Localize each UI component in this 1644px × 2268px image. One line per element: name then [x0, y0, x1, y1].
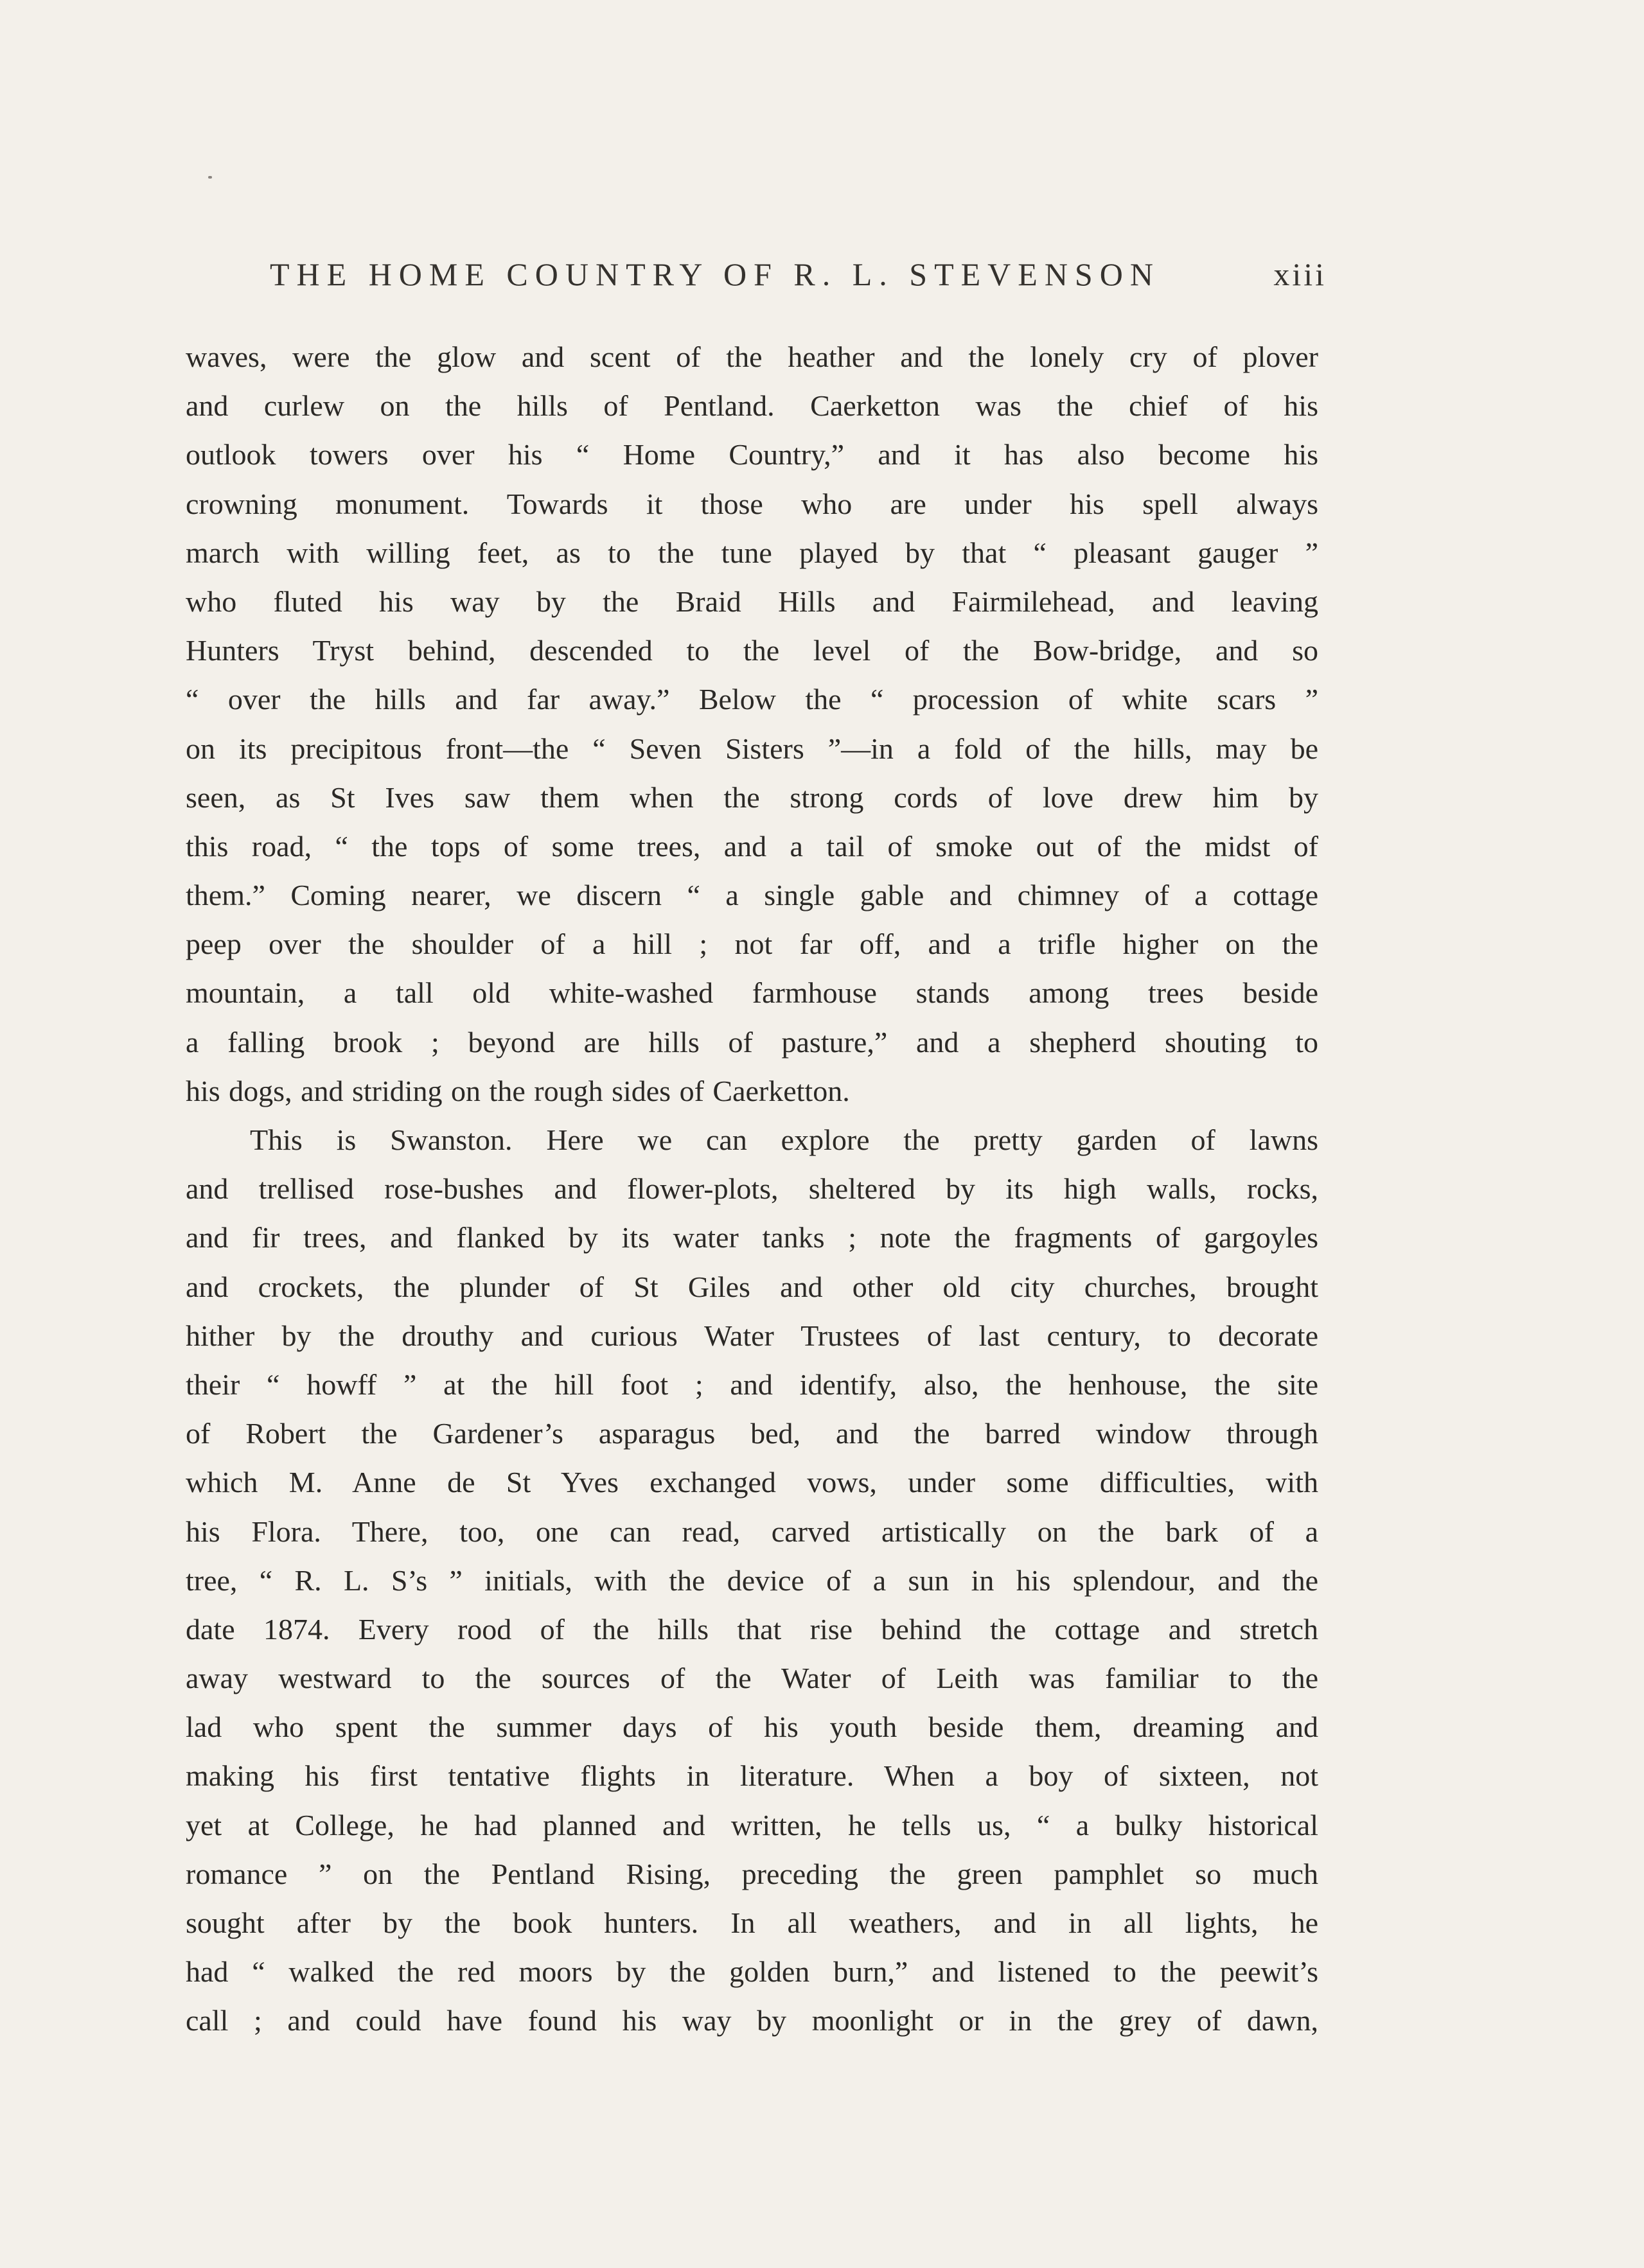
- text-line: and crockets, the plunder of St Giles and other old city churches, brought: [186, 1270, 1318, 1303]
- text-line: tree, “ R. L. S’s ” initials, with the device of a sun in his splendour, and the: [186, 1563, 1318, 1597]
- text-line: peep over the shoulder of a hill ; not far off, and a trifle higher on the: [186, 927, 1318, 961]
- text-line: which M. Anne de St Yves exchanged vows, under some difficulties, with: [186, 1466, 1318, 1499]
- text-line: date 1874. Every rood of the hills that rise behind the cottage and stretch: [186, 1612, 1318, 1646]
- text-line: sought after by the book hunters. In all weathers, and in all lights, he: [186, 1906, 1318, 1939]
- text-line: and fir trees, and flanked by its water tanks ; note the fragments of gargoyles: [186, 1221, 1318, 1254]
- text-line: on its precipitous front—the “ Seven Sisters ”—in a fold of the hills, may be: [186, 732, 1318, 765]
- text-line: This is Swanston. Here we can explore the pretty garden of lawns: [250, 1123, 1318, 1156]
- text-line: mountain, a tall old white-washed farmhouse stands among trees beside: [186, 976, 1318, 1010]
- paragraph: [186, 1116, 1318, 2046]
- text-line: their “ howff ” at the hill foot ; and identify, also, the henhouse, the site: [186, 1367, 1318, 1401]
- text-line: his dogs, and striding on the rough sides of Caerketton.: [186, 1074, 850, 1107]
- text-line: a falling brook ; beyond are hills of pasture,” and a shepherd shouting to: [186, 1025, 1318, 1059]
- text-line: lad who spent the summer days of his youth beside them, dreaming and: [186, 1710, 1318, 1744]
- text-line: march with willing feet, as to the tune played by that “ pleasant gauger ”: [186, 536, 1318, 569]
- text-line: Hunters Tryst behind, descended to the level of the Bow-bridge, and so: [186, 634, 1318, 667]
- text-line: “ over the hills and far away.” Below the “ procession of white scars ”: [186, 683, 1318, 716]
- text-line: and trellised rose-bushes and flower-plots, sheltered by its high walls, rocks,: [186, 1172, 1318, 1206]
- text-line: crowning monument. Towards it those who are under his spell always: [186, 487, 1318, 520]
- text-line: call ; and could have found his way by moonlight or in the grey of dawn,: [186, 2004, 1318, 2037]
- text-line: this road, “ the tops of some trees, and a tail of smoke out of the midst of: [186, 829, 1318, 863]
- body-text: [186, 333, 1318, 2046]
- text-line: seen, as St Ives saw them when the strong cords of love drew him by: [186, 780, 1318, 814]
- text-line: hither by the drouthy and curious Water Trustees of last century, to decorate: [186, 1319, 1318, 1352]
- text-line: away westward to the sources of the Water of Leith was familiar to the: [186, 1662, 1318, 1695]
- paragraph: [186, 333, 1318, 1116]
- text-line: of Robert the Gardener’s asparagus bed, and the barred window through: [186, 1417, 1318, 1450]
- running-head-title: THE HOME COUNTRY OF R. L. STEVENSON: [270, 256, 1160, 292]
- text-line: his Flora. There, too, one can read, carved artistically on the bark of a: [186, 1515, 1318, 1548]
- text-line: them.” Coming nearer, we discern “ a single gable and chimney of a cottage: [186, 879, 1318, 912]
- text-line: had “ walked the red moors by the golden burn,” and listened to the peewit’s: [186, 1955, 1318, 1989]
- text-line: romance ” on the Pentland Rising, preceding the green pamphlet so much: [186, 1857, 1318, 1890]
- paper-speck: [208, 176, 212, 179]
- page-number: xiii: [1273, 256, 1327, 292]
- text-line: yet at College, he had planned and written, he tells us, “ a bulky historical: [186, 1808, 1318, 1842]
- text-line: waves, were the glow and scent of the heather and the lonely cry of plover: [186, 340, 1318, 373]
- running-head: [270, 256, 1327, 313]
- text-line: outlook towers over his “ Home Country,” and it has also become his: [186, 438, 1318, 471]
- text-line: making his first tentative flights in literature. When a boy of sixteen, not: [186, 1759, 1318, 1793]
- text-line: and curlew on the hills of Pentland. Caerketton was the chief of his: [186, 389, 1318, 423]
- text-line: who fluted his way by the Braid Hills and Fairmilehead, and leaving: [186, 585, 1318, 618]
